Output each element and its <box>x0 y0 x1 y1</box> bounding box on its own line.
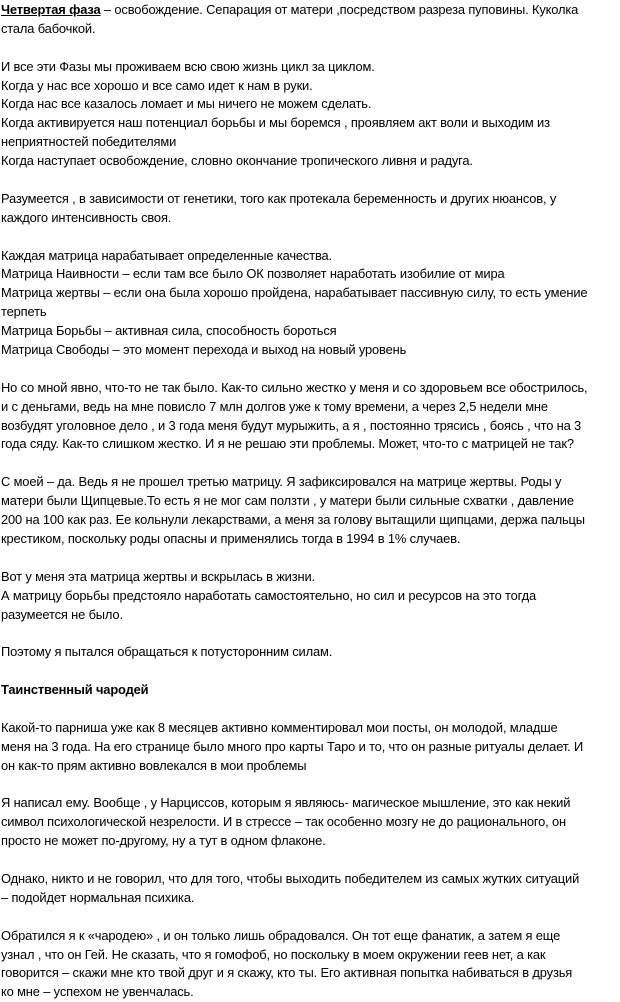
paragraph-phases-cycle <box>1 58 620 171</box>
text-line: Каждая матрица нарабатывает определенные качества. <box>1 247 332 263</box>
text-line: А матрицу борьбы предстояло наработать самостоятельно, но сил и ресурсов на это тогда <box>1 587 537 603</box>
text-line: матери были Щипцевые.То есть я не мог сам ползти , у матери были сильные схватки , давление <box>1 493 574 509</box>
paragraph-gap <box>1 228 620 247</box>
paragraph-gap <box>1 700 620 719</box>
paragraph-gap <box>1 39 620 58</box>
text-line: символ психологической незрелости. И в стрессе – так особенно мозгу не до рационального, он <box>1 814 566 830</box>
text-line: Когда наступает освобождение, словно окончание тропического ливня и радуга. <box>1 153 473 169</box>
paragraph-gap <box>1 908 620 927</box>
text-line: Разумеется , в зависимости от генетики, того как протекала беременность и других нюансов, у <box>1 190 557 206</box>
paragraph-gap <box>1 851 620 870</box>
text-line: меня на 3 года. На его странице было много про карты Таро и то, что он разные ритуалы делает. И <box>1 738 584 754</box>
text-line: Поэтому я пытался обращаться к потусторонним силам. <box>1 644 333 660</box>
paragraph-fourth-phase <box>1 1 620 39</box>
text-line: – подойдет нормальная психика. <box>1 889 195 905</box>
paragraph-gap <box>1 454 620 473</box>
text-line: Матрица Борьбы – активная сила, способность бороться <box>1 323 337 339</box>
text-line: просто не может по-другому, ну а тут в одном флаконе. <box>1 833 326 849</box>
text-line: Когда активируется наш потенциал борьбы и мы боремся , проявляем акт воли и выходим из <box>1 115 550 131</box>
text-line: возбудят уголовное дело , и 3 года меня будут мурыжить, а я , постоянно трясись , боясь , что на 3 <box>1 417 582 433</box>
text-line: и с деньгами, ведь на мне повисло 7 млн долгов уже к тому времени, а через 2,5 недели мне <box>1 398 548 414</box>
paragraph-gap <box>1 360 620 379</box>
text-line: Обратился я к «чародею» , и он только лишь обрадовался. Он тот еще фанатик, а затем я еще <box>1 927 561 943</box>
paragraph-psyche <box>1 870 620 908</box>
text-line: Матрица жертвы – если она была хорошо пройдена, нарабатывает пассивную силу, то есть умение <box>1 285 588 301</box>
text-line: Матрица Свободы – это момент перехода и выход на новый уровень <box>1 342 407 358</box>
paragraph-matrices <box>1 247 620 360</box>
text-line: узнал , что он Гей. Не сказать, что я гомофоб, но поскольку в моем окружении геев нет, а как <box>1 946 546 962</box>
section-heading: Таинственный чародей <box>1 682 149 698</box>
paragraph-gap <box>1 549 620 568</box>
paragraph-problems <box>1 379 620 455</box>
text-line: Когда нас все казалось ломает и мы ничего не можем сделать. <box>1 96 372 112</box>
text-line: он как-то прям активно вовлекался в мои проблемы <box>1 757 307 773</box>
text-line: Но со мной явно, что-то не так было. Как-то сильно жестко у меня и со здоровьем все обострилось, <box>1 379 588 395</box>
phase-title: Четвертая фаза <box>1 2 101 17</box>
paragraph-victim-matrix <box>1 568 620 625</box>
paragraph-gap <box>1 662 620 681</box>
paragraph-gap <box>1 171 620 190</box>
paragraph-gap <box>1 776 620 795</box>
paragraph-gap <box>1 624 620 643</box>
text-line: 200 на 100 как раз. Ее кольнули лекарствами, а меня за голову вытащили щипцами, держа пальцы <box>1 512 585 528</box>
text-line: ко мне – успехом не увенчалась. <box>1 984 194 1000</box>
text-line: И все эти Фазы мы проживаем всю свою жизнь цикл за циклом. <box>1 58 375 74</box>
text-line: крестиком, поскольку роды опасны и применялись тогда в 1994 в 1% случаев. <box>1 530 461 546</box>
text-line: Однако, никто и не говорил, что для того, чтобы выходить победителем из самых жутких ситуаций <box>1 870 580 886</box>
paragraph-sorcerer <box>1 927 620 1002</box>
paragraph-genetics <box>1 190 620 228</box>
text-line: Я написал ему. Вообще , у Нарциссов, которым я являюсь- магическое мышление, это как некий <box>1 795 571 811</box>
text-line: Какой-то парниша уже как 8 месяцев активно комментировал мои посты, он молодой, младше <box>1 719 558 735</box>
text-line: Когда у нас все хорошо и все само идет к нам в руки. <box>1 77 313 93</box>
text-line: неприятностей победителями <box>1 134 177 150</box>
text-line: Четвертая фаза – освобождение. Сепарация от матери ,посредством разреза пуповины. Куколка <box>1 2 579 17</box>
text-line: года сяду. Как-то слишком жестко. И я не решаю эти проблемы. Может, что-то с матрицей не так? <box>1 436 574 452</box>
text-line: стала бабочкой. <box>1 20 96 36</box>
paragraph-birth <box>1 473 620 549</box>
text-line: Матрица Наивности – если там все было ОК позволяет наработать изобилие от мира <box>1 266 505 282</box>
text-line: С моей – да. Ведь я не прошел третью матрицу. Я зафиксировался на матрице жертвы. Роды у <box>1 474 562 490</box>
text-line: терпеть <box>1 304 47 320</box>
text-line: разумеется не было. <box>1 606 123 622</box>
text-line: говорится – скажи мне кто твой друг и я скажу, кто ты. Его активная попытка набиваться в друзья <box>1 965 573 981</box>
paragraph-wrote-him <box>1 794 620 851</box>
paragraph-otherworldly <box>1 643 620 662</box>
paragraph-guy <box>1 719 620 776</box>
text-line: каждого интенсивность своя. <box>1 209 172 225</box>
text-line: Вот у меня эта матрица жертвы и вскрылась в жизни. <box>1 568 315 584</box>
